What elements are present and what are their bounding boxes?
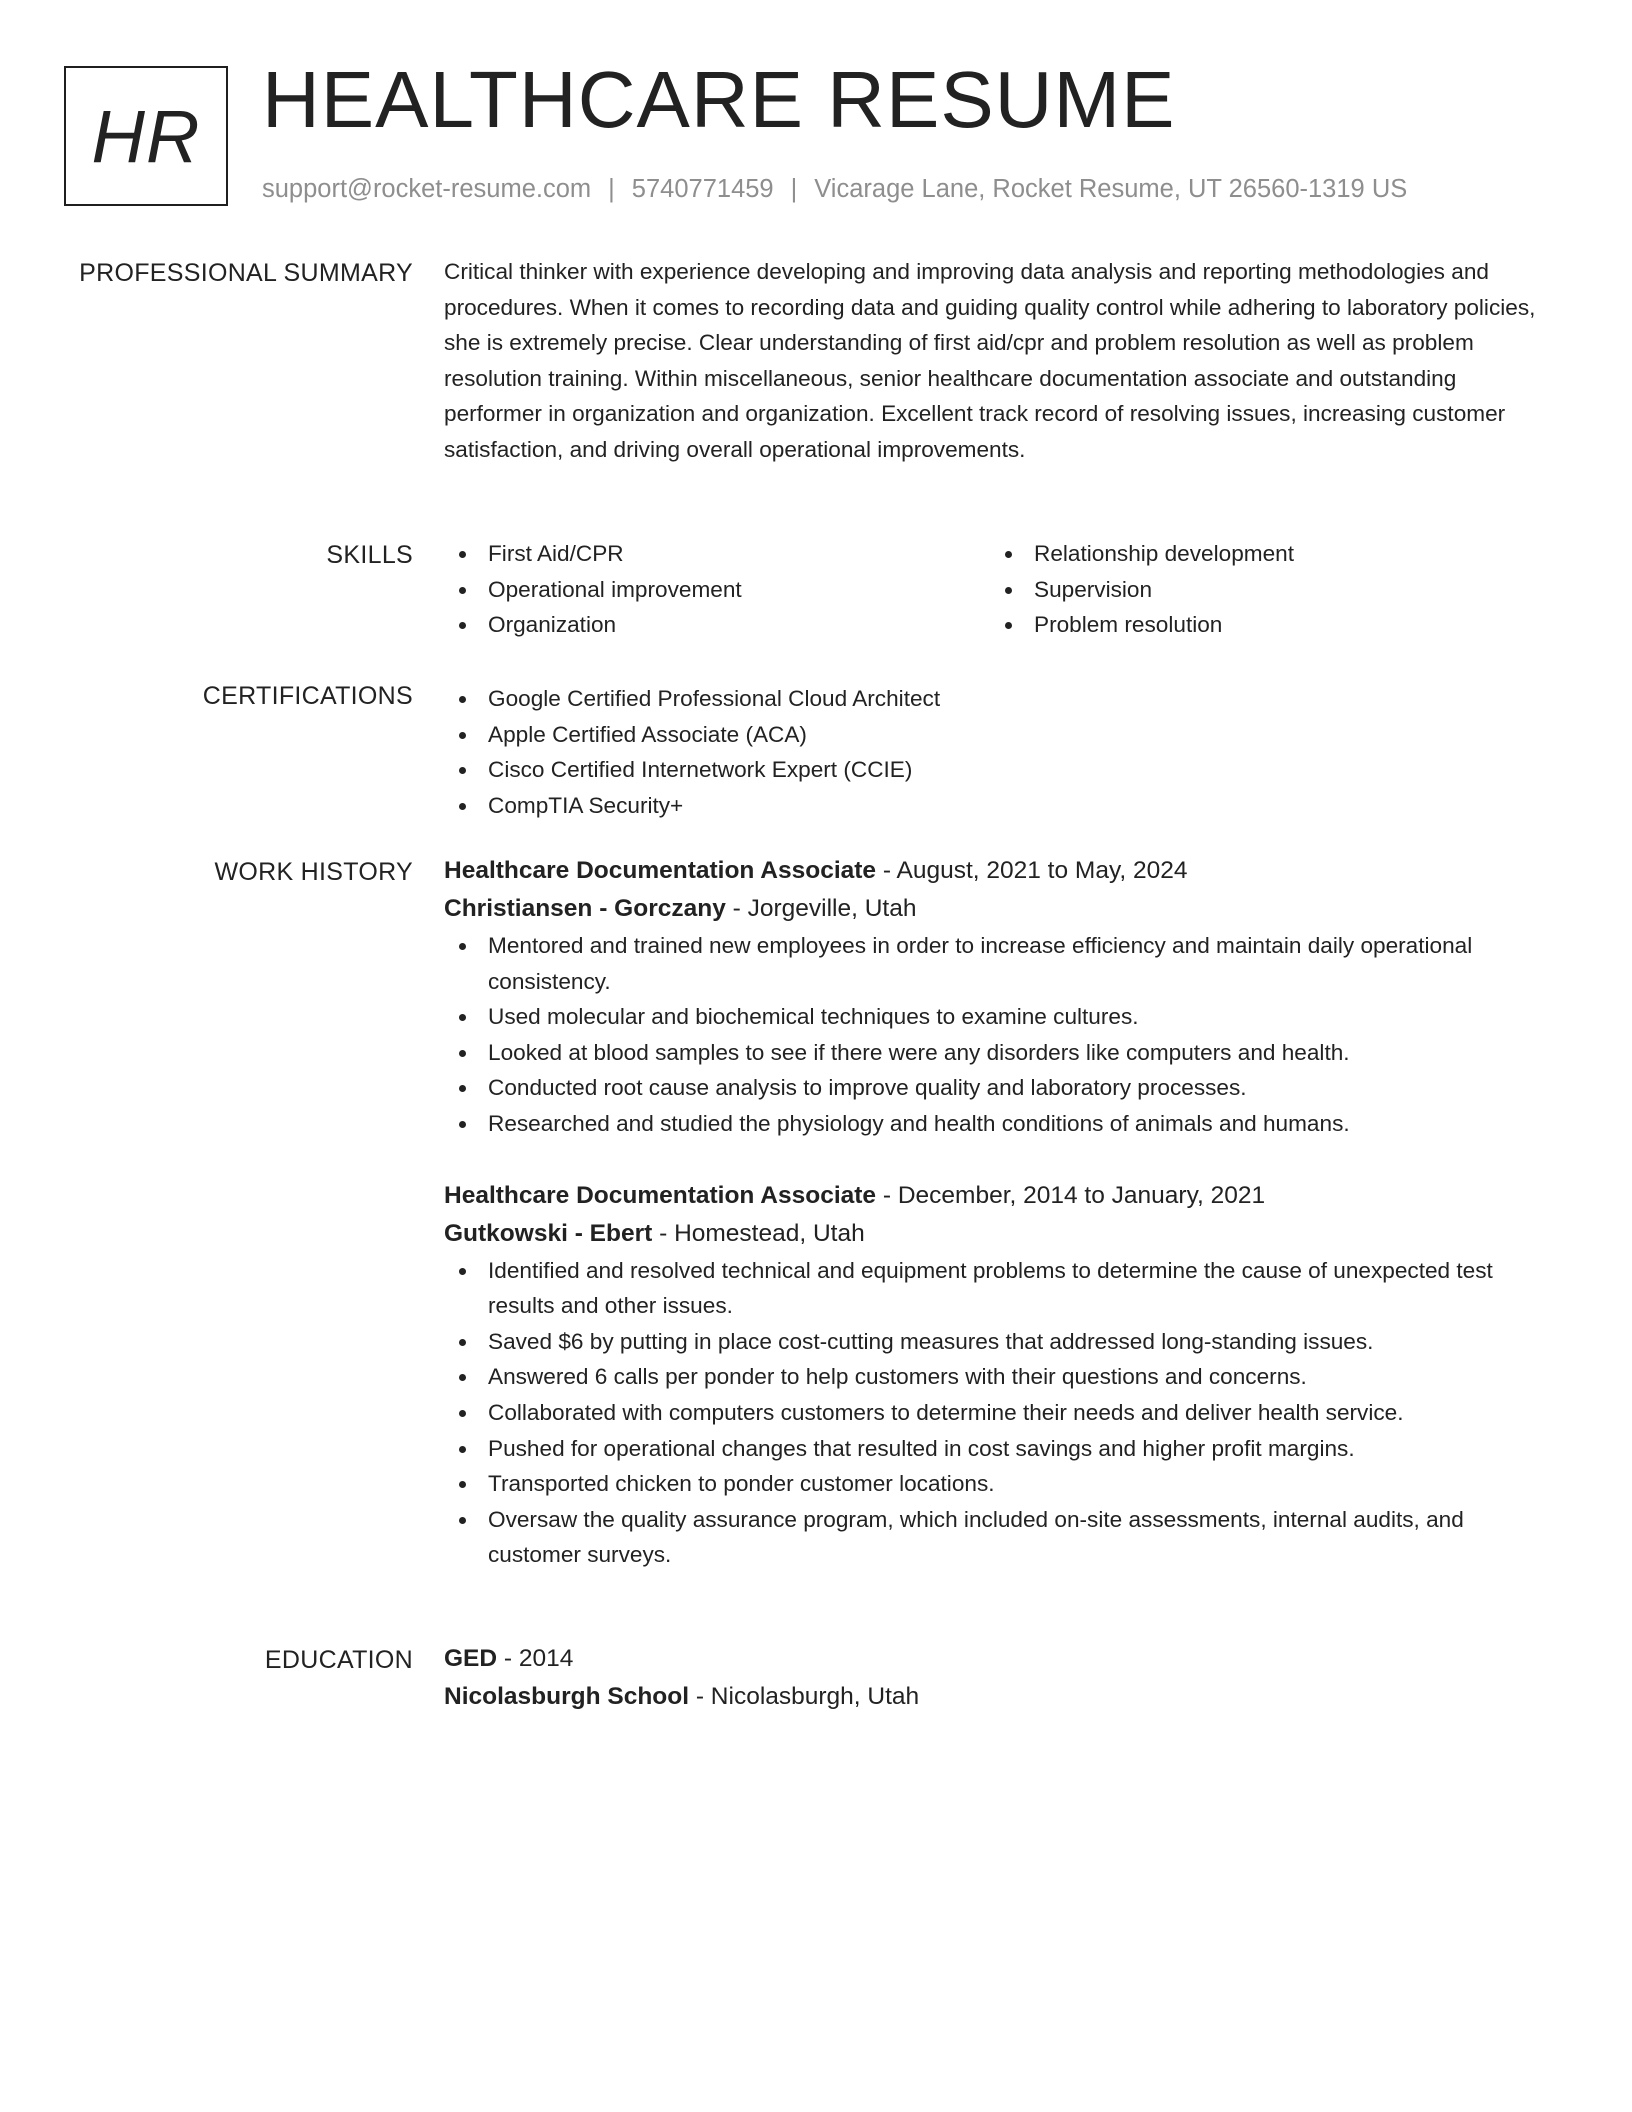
- certification-item: Apple Certified Associate (ACA): [444, 717, 1558, 753]
- job-title: Healthcare Documentation Associate: [444, 857, 877, 884]
- job-title-line: [444, 1177, 1558, 1215]
- job-bullet: Transported chicken to ponder customer locations.: [444, 1466, 1558, 1502]
- contact-email[interactable]: support@rocket-resume.com: [262, 175, 592, 203]
- contact-phone[interactable]: 5740771459: [631, 175, 774, 203]
- job-bullets: [444, 1253, 1558, 1573]
- job-location: - Jorgeville, Utah: [725, 895, 917, 922]
- skill-item: Relationship development: [990, 536, 1536, 572]
- job-company-line: [444, 1215, 1558, 1253]
- certification-item: Google Certified Professional Cloud Architect: [444, 681, 1558, 717]
- education-year: - 2014: [497, 1645, 574, 1672]
- education-degree: GED: [444, 1645, 498, 1672]
- education-location: - Nicolasburgh, Utah: [689, 1683, 920, 1710]
- contact-separator: |: [608, 175, 615, 203]
- job-bullet: Mentored and trained new employees in order to increase efficiency and maintain daily operational consistency.: [444, 928, 1558, 999]
- contact-separator: |: [790, 175, 798, 203]
- job-bullet: Conducted root cause analysis to improve quality and laboratory processes.: [444, 1070, 1558, 1106]
- job-bullet: Saved $6 by putting in place cost-cutting measures that addressed long-standing issues.: [444, 1324, 1558, 1360]
- job-title-line: [444, 852, 1558, 890]
- skill-item: Organization: [444, 607, 990, 643]
- certifications-list: [444, 681, 1558, 823]
- job-entry: [444, 1177, 1558, 1573]
- skills-column-left: [444, 536, 990, 643]
- skills-body: [444, 540, 1558, 643]
- education-school: Nicolasburgh School: [444, 1683, 690, 1710]
- education-school-line: [444, 1678, 1558, 1716]
- job-bullet: Oversaw the quality assurance program, which included on-site assessments, internal audits, and customer surveys.: [444, 1502, 1558, 1573]
- job-company: Gutkowski - Ebert: [444, 1219, 653, 1247]
- education-degree-line: [444, 1640, 1558, 1678]
- job-title: Healthcare Documentation Associate: [444, 1181, 877, 1209]
- summary-body: [444, 258, 1558, 468]
- contact-address: Vicarage Lane, Rocket Resume, UT 26560-1319 US: [814, 175, 1408, 203]
- job-location: - Homestead, Utah: [652, 1219, 865, 1247]
- skills-grid: [444, 536, 1558, 643]
- job-dates: - December, 2014 to January, 2021: [876, 1181, 1266, 1209]
- section-label-certifications: CERTIFICATIONS: [202, 682, 413, 710]
- monogram-box: [64, 66, 228, 206]
- resume-title: HEALTHCARE RESUME: [262, 55, 1176, 144]
- job-dates: - August, 2021 to May, 2024: [876, 857, 1188, 884]
- job-bullet: Collaborated with computers customers to determine their needs and deliver health service.: [444, 1395, 1558, 1431]
- job-bullet: Identified and resolved technical and equipment problems to determine the cause of unexpected test results and other issues.: [444, 1253, 1558, 1324]
- job-bullet: Used molecular and biochemical techniques to examine cultures.: [444, 999, 1558, 1035]
- contact-line: [262, 174, 1407, 205]
- job-company: Christiansen - Gorczany: [444, 895, 726, 922]
- section-label-skills: SKILLS: [326, 541, 413, 569]
- job-company-line: [444, 890, 1558, 928]
- certification-item: Cisco Certified Internetwork Expert (CCIE): [444, 752, 1558, 788]
- certification-item: CompTIA Security+: [444, 788, 1558, 824]
- job-bullet: Answered 6 calls per ponder to help customers with their questions and concerns.: [444, 1359, 1558, 1395]
- skill-item: First Aid/CPR: [444, 536, 990, 572]
- section-label-summary: PROFESSIONAL SUMMARY: [79, 259, 413, 287]
- job-entry: [444, 852, 1558, 1142]
- section-label-education: EDUCATION: [264, 1646, 413, 1674]
- work-history-body: [444, 857, 1558, 1573]
- skill-item: Supervision: [990, 572, 1536, 608]
- job-bullet: Pushed for operational changes that resulted in cost savings and higher profit margins.: [444, 1431, 1558, 1467]
- skill-item: Problem resolution: [990, 607, 1536, 643]
- job-bullets: [444, 928, 1558, 1142]
- skill-item: Operational improvement: [444, 572, 990, 608]
- skills-column-right: [990, 536, 1536, 643]
- summary-text: Critical thinker with experience developing and improving data analysis and reporting methodologies and procedures. When it comes to recording data and guiding quality control while adhering to laboratory policies, she is extremely precise. Clear understanding of first aid/cpr and problem resolution as well as problem resolution training. Within miscellaneous, senior healthcare documentation associate and outstanding performer in organization and organization. Excellent track record of resolving issues, increasing customer satisfaction, and driving overall operational improvements.: [444, 259, 1536, 462]
- education-body: [444, 1645, 1558, 1716]
- job-bullet: Researched and studied the physiology and health conditions of animals and humans.: [444, 1106, 1558, 1142]
- monogram-initials: HR: [91, 95, 201, 178]
- certifications-body: [444, 681, 1558, 823]
- job-bullet: Looked at blood samples to see if there were any disorders like computers and health.: [444, 1035, 1558, 1071]
- section-label-work-history: WORK HISTORY: [214, 858, 413, 886]
